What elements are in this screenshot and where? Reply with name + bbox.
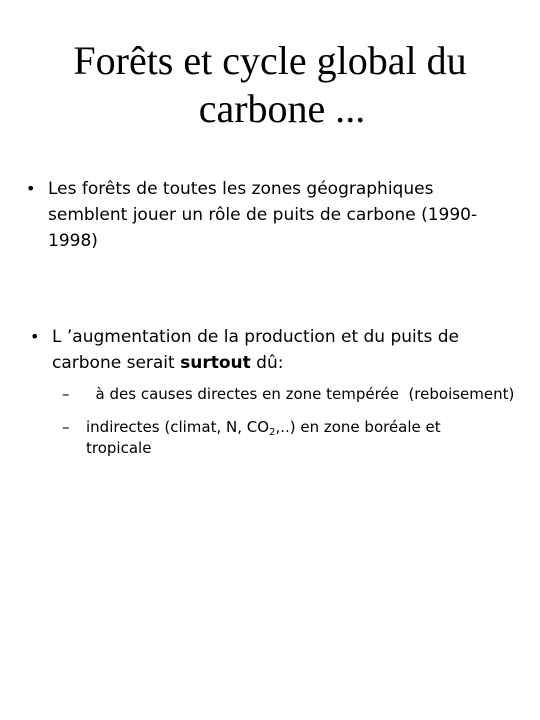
bullet-text-end: dû: [250,353,284,373]
bullet-production-increase [30,324,492,376]
slide-title [0,37,540,133]
bullet-text-start: L ’augmentation de la production et du puits de carbone serait [52,327,459,373]
sub-bullet-text: à des causes directes en zone tempérée (reboisement) [86,385,515,403]
bullet-marker: • [30,327,40,346]
bullet-text-bold: surtout [180,353,251,373]
sub-bullet-indirect-causes [62,417,486,459]
sub-bullet-text-end: ,..) en zone boréale et tropicale [86,418,441,457]
subscript-2: 2 [269,427,276,438]
sub-bullet-direct-causes [62,384,536,405]
slide-title-line-1: Forêts et cycle global du [73,37,467,83]
bullet-forests-carbon-sink [26,176,518,254]
sub-bullet-text-start: indirectes (climat, N, CO [86,418,270,436]
bullet-marker: • [26,179,36,198]
sub-bullet-marker: – [62,418,70,436]
slide-title-line-2: carbone ... [198,85,366,131]
bullet-text: Les forêts de toutes les zones géographiques semblent jouer un rôle de puits de carbone (1990-1998) [48,179,478,251]
sub-bullet-marker: – [62,385,70,403]
